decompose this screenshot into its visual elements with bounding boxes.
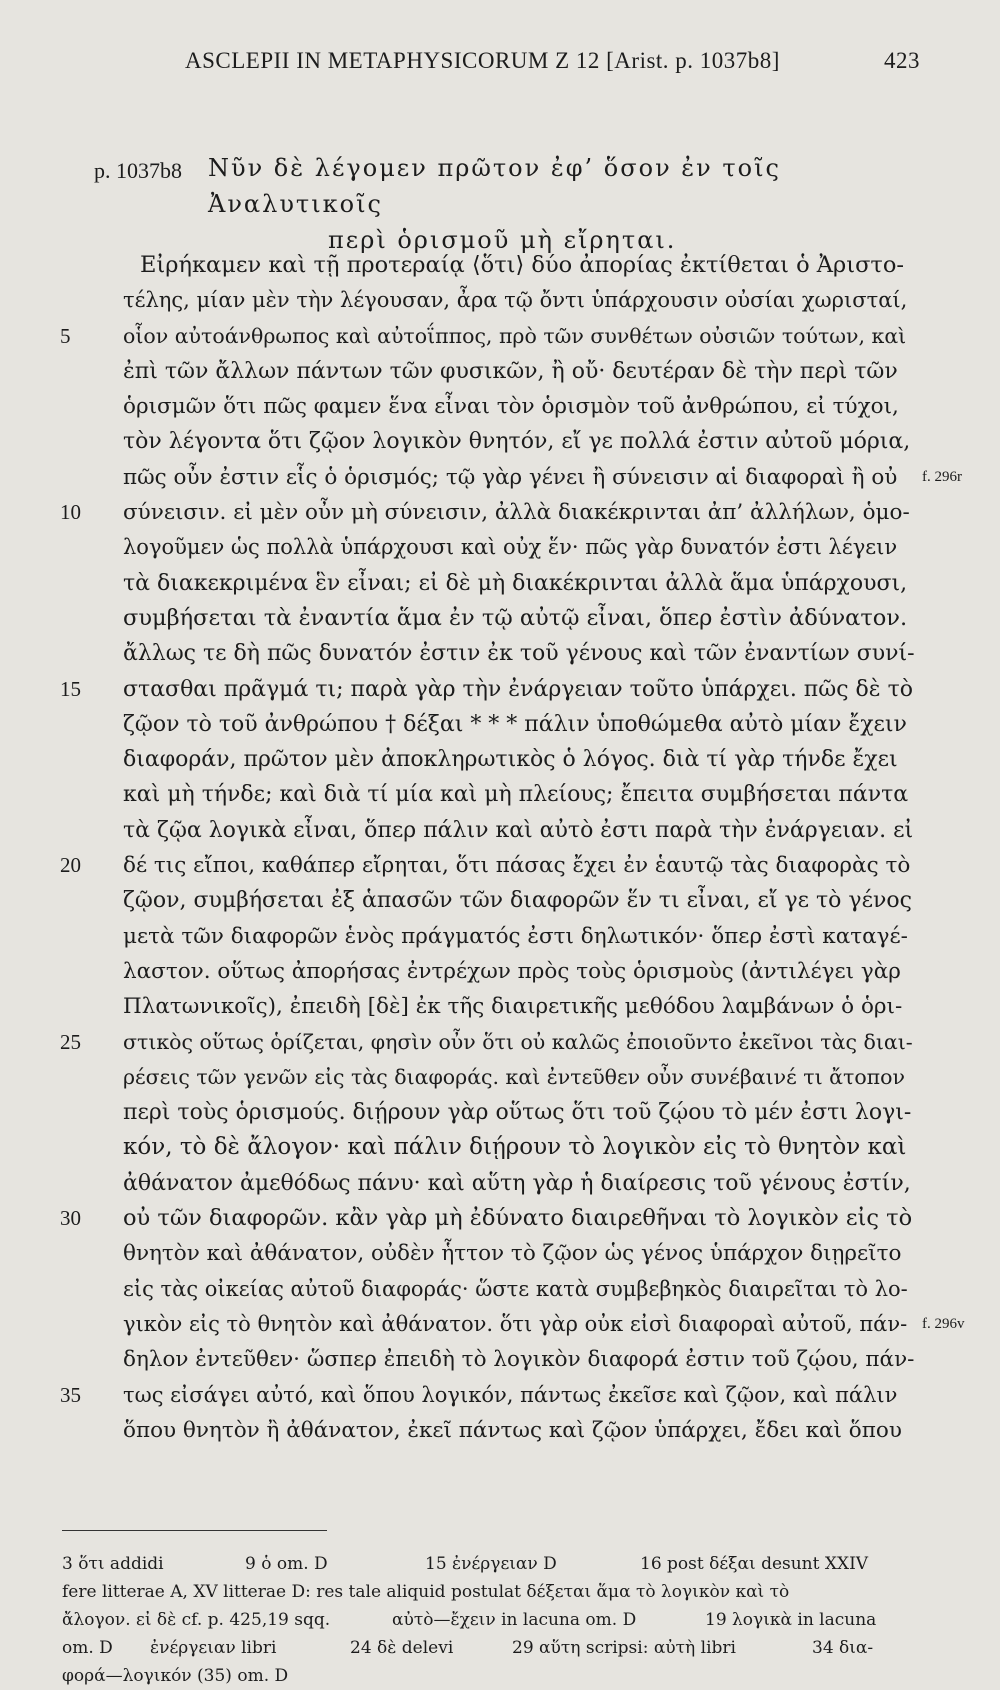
line-text: ζῷον τὸ τοῦ ἀνθρώπου † δέξαι * * * πάλιν ὑποθώμεθα αὐτὸ μίαν ἔχειν xyxy=(123,711,907,737)
footnote-entry: 15 ἐνέργειαν D xyxy=(425,1554,557,1574)
line-number: 25 xyxy=(60,1029,81,1054)
text-line xyxy=(0,1095,1000,1130)
line-text: ὅπου θνητὸν ἢ ἀθάνατον, ἐκεῖ πάντως καὶ ζῷον ὑπάρχει, ἔδει καὶ ὅπου xyxy=(123,1417,902,1443)
lemma-reference: p. 1037b8 xyxy=(94,158,182,183)
line-text: τὰ ζῷα λογικὰ εἶναι, ὅπερ πάλιν καὶ αὐτὸ ἐστι παρὰ τὴν ἐνάργειαν. εἰ xyxy=(123,817,914,843)
line-number: 15 xyxy=(60,676,81,701)
apparatus-criticus xyxy=(0,1550,1000,1690)
line-text: ζῷον, συμβήσεται ἐξ ἁπασῶν τῶν διαφορῶν ἕν τι εἶναι, εἴ γε τὸ γένος xyxy=(123,888,912,914)
text-line xyxy=(0,1060,1000,1095)
text-line xyxy=(0,566,1000,601)
footnote-entry: 24 δὲ delevi xyxy=(350,1638,454,1658)
folio-marker: f. 296v xyxy=(922,1315,965,1332)
text-line xyxy=(0,495,1000,530)
line-text: τὸν λέγοντα ὅτι ζῷον λογικὸν θνητόν, εἴ γε πολλά ἐστιν αὐτοῦ μόρια, xyxy=(123,429,911,455)
line-text: οὐ τῶν διαφορῶν. κἂν γὰρ μὴ ἐδύνατο διαιρεθῆναι τὸ λογικὸν εἰς τὸ xyxy=(123,1205,913,1232)
text-line xyxy=(0,1025,1000,1060)
text-line xyxy=(0,883,1000,918)
line-text: πῶς οὖν ἐστιν εἷς ὁ ὁρισμός; τῷ γὰρ γένει ἢ σύνεισιν αἱ διαφοραὶ ἢ οὐ xyxy=(123,464,898,490)
line-text: στασθαι πρᾶγμά τι; παρὰ γὰρ τὴν ἐνάργειαν τοῦτο ὑπάρχει. πῶς δὲ τὸ xyxy=(123,676,913,702)
text-line xyxy=(0,1342,1000,1377)
line-text: ἀθάνατον ἀμεθόδως πάνυ· καὶ αὕτη γὰρ ἡ διαίρεσις τοῦ γένους ἐστίν, xyxy=(123,1170,911,1196)
footnote-entry: 29 αὕτη scripsi: αὐτὴ libri xyxy=(512,1638,736,1658)
footnote-line xyxy=(0,1578,1000,1606)
line-text: μετὰ τῶν διαφορῶν ἑνὸς πράγματός ἐστι δηλωτικόν· ὅπερ ἐστὶ καταγέ- xyxy=(123,923,908,949)
text-line xyxy=(0,777,1000,812)
line-text: περὶ τοὺς ὁρισμούς. διῄρουν γὰρ οὕτως ὅτι τοῦ ζῴου τὸ μέν ἐστι λογι- xyxy=(123,1100,912,1126)
text-line xyxy=(0,813,1000,848)
line-text: εἰς τὰς οἰκείας αὐτοῦ διαφοράς· ὥστε κατὰ συμβεβηκὸς διαιρεῖται τὸ λο- xyxy=(123,1276,908,1301)
text-line xyxy=(0,354,1000,389)
text-line xyxy=(0,460,1000,495)
folio-marker: f. 296r xyxy=(922,468,962,485)
footnote-entry: 9 ὁ om. D xyxy=(245,1554,328,1574)
text-line xyxy=(0,530,1000,565)
text-line xyxy=(0,1166,1000,1201)
text-line xyxy=(0,319,1000,354)
text-line xyxy=(0,672,1000,707)
footnote-entry: 16 post δέξαι desunt XXIV xyxy=(640,1554,869,1574)
line-text: σύνεισιν. εἰ μὲν οὖν μὴ σύνεισιν, ἀλλὰ διακέκρινται ἀπ’ ἀλλήλων, ὁμο- xyxy=(123,500,910,526)
text-line xyxy=(0,424,1000,459)
line-number: 5 xyxy=(60,323,71,348)
text-line xyxy=(0,248,1000,283)
text-line xyxy=(0,1272,1000,1307)
text-line xyxy=(0,919,1000,954)
footnote-line xyxy=(0,1634,1000,1662)
text-line xyxy=(0,1378,1000,1413)
footnote-divider xyxy=(62,1530,327,1531)
line-text: Πλατωνικοῖς), ἐπειδὴ [δὲ] ἐκ τῆς διαιρετικῆς μεθόδου λαμβάνων ὁ ὁρι- xyxy=(123,994,903,1020)
line-number: 20 xyxy=(60,853,81,878)
lemma-line: περὶ ὁρισμοῦ μὴ εἴρηται. xyxy=(328,226,677,254)
footnote-line xyxy=(0,1550,1000,1578)
line-text: τως εἰσάγει αὐτό, καὶ ὅπου λογικόν, πάντως ἐκεῖσε καὶ ζῷον, καὶ πάλιν xyxy=(123,1382,898,1407)
line-text: λογοῦμεν ὡς πολλὰ ὑπάρχουσι καὶ οὐχ ἕν· πῶς γὰρ δυνατόν ἐστι λέγειν xyxy=(123,535,898,560)
commentary-text xyxy=(0,248,1000,1448)
line-text: τέλης, μίαν μὲν τὴν λέγουσαν, ἆρα τῷ ὄντι ὑπάρχουσιν οὐσίαι χωρισταί, xyxy=(123,288,908,313)
line-text: ἐπὶ τῶν ἄλλων πάντων τῶν φυσικῶν, ἢ οὔ· δευτέραν δὲ τὴν περὶ τῶν xyxy=(123,358,898,384)
footnote-entry: om. D xyxy=(62,1638,113,1658)
footnote-entry: fere litterae A, XV litterae D: res tale aliquid postulat δέξεται ἅμα τὸ λογικὸν καὶ τὸ xyxy=(62,1582,790,1602)
line-text: τὰ διακεκριμένα ἓν εἶναι; εἰ δὲ μὴ διακέκρινται ἀλλὰ ἅμα ὑπάρχουσι, xyxy=(123,570,908,596)
footnote-entry: 34 δια- xyxy=(812,1638,874,1658)
text-line xyxy=(0,742,1000,777)
line-text: ὁρισμῶν ὅτι πῶς φαμεν ἕνα εἶναι τὸν ὁρισμὸν τοῦ ἀνθρώπου, εἰ τύχοι, xyxy=(123,394,899,420)
text-line xyxy=(0,707,1000,742)
line-text: δέ τις εἴποι, καθάπερ εἴρηται, ὅτι πάσας ἔχει ἐν ἑαυτῷ τὰς διαφορὰς τὸ xyxy=(123,853,911,879)
footnote-entry: αὐτὸ—ἔχειν in lacuna om. D xyxy=(392,1610,637,1630)
text-line xyxy=(0,1307,1000,1342)
text-line xyxy=(0,283,1000,318)
text-line xyxy=(0,389,1000,424)
line-number: 10 xyxy=(60,500,81,525)
line-text: γικὸν εἰς τὸ θνητὸν καὶ ἀθάνατον. ὅτι γὰρ οὐκ εἰσὶ διαφοραὶ αὐτοῦ, πάν- xyxy=(123,1311,908,1336)
line-number: 35 xyxy=(60,1382,81,1407)
footnote-line xyxy=(0,1606,1000,1634)
line-text: ρέσεις τῶν γενῶν εἰς τὰς διαφοράς. καὶ ἐντεῦθεν οὖν συνέβαινέ τι ἄτοπον xyxy=(123,1064,905,1089)
line-text: καὶ μὴ τήνδε; καὶ διὰ τί μία καὶ μὴ πλείους; ἔπειτα συμβήσεται πάντα xyxy=(123,782,909,808)
text-line xyxy=(0,1236,1000,1271)
line-text: κόν, τὸ δὲ ἄλογον· καὶ πάλιν διῄρουν τὸ λογικὸν εἰς τὸ θνητὸν καὶ xyxy=(123,1134,907,1161)
footnote-entry: 19 λογικὰ in lacuna xyxy=(705,1610,877,1630)
footnote-entry: ἐνέργειαν libri xyxy=(150,1638,277,1658)
text-line xyxy=(0,1413,1000,1448)
text-line xyxy=(0,848,1000,883)
lemma-line: Νῦν δὲ λέγομεν πρῶτον ἐφ’ ὅσον ἐν τοῖς Ἀναλυτικοῖς xyxy=(208,154,781,218)
line-text: οἷον αὐτοάνθρωπος καὶ αὐτοΐππος, πρὸ τῶν συνθέτων οὐσιῶν τούτων, καὶ xyxy=(123,323,907,348)
text-line xyxy=(0,1201,1000,1236)
running-title: ASCLEPII IN METAPHYSICORUM Z 12 [Arist. p. 1037b8] xyxy=(185,48,780,73)
line-text: θνητὸν καὶ ἀθάνατον, οὐδὲν ἧττον τὸ ζῷον ὡς γένος ὑπάρχον διῃρεῖτο xyxy=(123,1241,902,1267)
line-text: λαστον. οὕτως ἀπορήσας ἐντρέχων πρὸς τοὺς ὁρισμοὺς (ἀντιλέγει γὰρ xyxy=(123,958,901,984)
lemma xyxy=(0,150,1000,254)
footnote-entry: φορά—λογικόν (35) om. D xyxy=(62,1666,289,1686)
text-line xyxy=(0,636,1000,671)
line-text: Εἰρήκαμεν καὶ τῇ προτεραίᾳ ⟨ὅτι⟩ δύο ἀπορίας ἐκτίθεται ὁ Ἀριστο- xyxy=(140,252,905,278)
running-head xyxy=(0,48,1000,88)
text-line xyxy=(0,954,1000,989)
lemma-text xyxy=(208,150,908,258)
text-line xyxy=(0,1130,1000,1165)
text-line xyxy=(0,989,1000,1024)
footnote-entry: ἄλογον. εἰ δὲ cf. p. 425,19 sqq. xyxy=(62,1610,331,1630)
footnote-line xyxy=(0,1662,1000,1690)
text-line xyxy=(0,601,1000,636)
line-text: δηλον ἐντεῦθεν· ὥσπερ ἐπειδὴ τὸ λογικὸν διαφορά ἐστιν τοῦ ζῴου, πάν- xyxy=(123,1347,915,1373)
line-number: 30 xyxy=(60,1206,81,1231)
line-text: στικὸς οὕτως ὁρίζεται, φησὶν οὖν ὅτι οὐ καλῶς ἐποιοῦντο ἐκεῖνοι τὰς διαι- xyxy=(123,1029,913,1054)
line-text: διαφοράν, πρῶτον μὲν ἀποκληρωτικὸς ὁ λόγος. διὰ τί γὰρ τήνδε ἔχει xyxy=(123,747,898,773)
line-text: συμβήσεται τὰ ἐναντία ἅμα ἐν τῷ αὐτῷ εἶναι, ὅπερ ἐστὶν ἀδύνατον. xyxy=(123,604,908,631)
page-number: 423 xyxy=(884,48,920,73)
line-text: ἄλλως τε δὴ πῶς δυνατόν ἐστιν ἐκ τοῦ γένους καὶ τῶν ἐναντίων συνί- xyxy=(123,641,915,667)
footnote-entry: 3 ὅτι addidi xyxy=(62,1554,164,1574)
